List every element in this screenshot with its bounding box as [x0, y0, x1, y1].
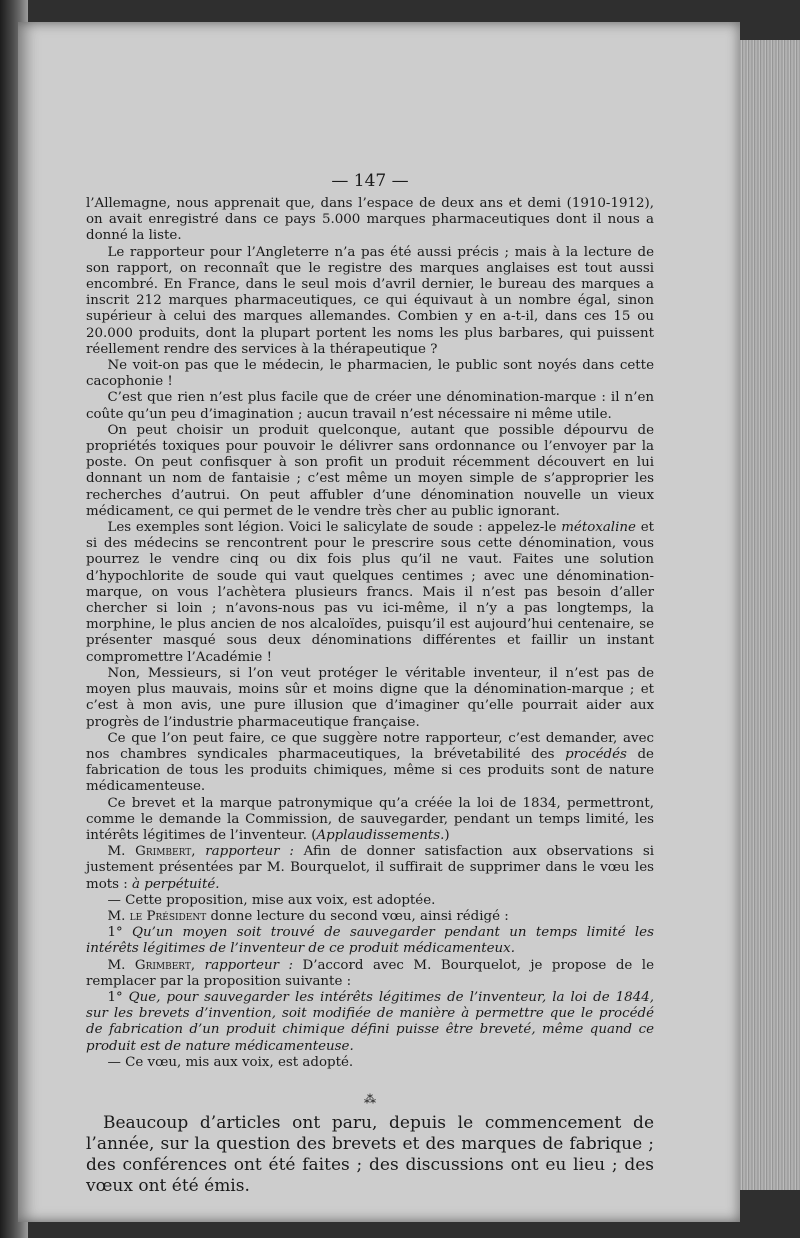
- paragraph-exemples: [86, 520, 654, 666]
- italic-term: procédés: [565, 746, 627, 762]
- voeu-text: Que, pour sauvegarder les intérêts légitimes de l’inventeur, la loi de 1844, sur les brevets d’invention, soit modifiée de manière à permettre que le procédé de fabrication d’un produit chimique défini puisse être breveté, même quand ce produit est de nature médicamenteuse.: [86, 989, 654, 1054]
- voeu-1: [86, 925, 654, 957]
- paragraph: On peut choisir un produit quelconque, autant que possible dépourvu de propriétés toxiques pour pouvoir le délivrer sans ordonnance ou l’envoyer par la poste. On peut confisquer à son profit un produit récemment découvert en lui donnant un nom de fantaisie ; c’est même un moyen simple de s’approprier les recherches d’autrui. On peut affubler d’une dénomination nouvelle un vieux médicament, ce qui permet de le vendre très cher au public ignorant.: [86, 422, 654, 519]
- text-run: Les exemples sont légion. Voici le salicylate de soude : appelez-le: [107, 520, 562, 536]
- paragraph-grimbert-1: [86, 844, 654, 893]
- closing-paragraph: Beaucoup d’articles ont paru, depuis le commencement de l’année, sur la question des brevets et des marques de fabrique ; des conférences ont été faites ; des discussions ont eu lieu ; des vœux ont été émis.: [86, 1112, 654, 1196]
- speaker-name: M. Grimbert,: [107, 844, 196, 860]
- italic-term: métoxaline: [561, 520, 636, 536]
- voeu-number: 1°: [107, 989, 129, 1005]
- text-run: donne lecture du second vœu, ainsi rédigé :: [206, 908, 509, 924]
- text-run: ): [444, 827, 450, 843]
- paragraph-president: [86, 909, 654, 925]
- text-run: et si des médecins se rencontrent pour le prescrire sous cette dénomination, vous pourrez le vendre cinq ou dix fois plus qu’il ne vaut. Faites une solution d’hypochlorite de soude qui vaut quelques centimes ; avec une dénomination-marque, on vous l’achètera plusieurs francs. Mais il n’est pas besoin d’aller chercher si loin ; n’avons-nous pas vu ici-même, il n’y a pas longtemps, la morphine, le plus ancien de nos alcaloïdes, puisqu’il est aujourd’hui centenaire, se présenter masqué sous deux dénominations différentes et faillir un instant compromettre l’Académie !: [86, 520, 654, 665]
- text-run: D’accord avec M. Bourquelot, je propose de le remplacer par la proposition suivante :: [86, 957, 654, 989]
- voeu-2: [86, 990, 654, 1055]
- text-run: Ce que l’on peut faire, ce que suggère notre rapporteur, c’est demander, avec nos chambres syndicales pharmaceutiques, la brévetabilité des: [86, 730, 654, 762]
- text-run: Afin de donner satisfaction aux observations si justement présentées par M. Bourquelot, il suffirait de supprimer dans le vœu les mots :: [86, 844, 654, 892]
- paragraph: Ne voit-on pas que le médecin, le pharmacien, le public sont noyés dans cette cacophonie !: [86, 358, 654, 390]
- voeu-number: 1°: [107, 925, 133, 941]
- page-paper: [18, 22, 740, 1222]
- voeu-text: Qu’un moyen soit trouvé de sauvegarder pendant un temps limité les intérêts légitimes de l’inventeur de ce produit médicamenteux.: [86, 925, 654, 957]
- speaker-name: M. Grimbert,: [107, 957, 196, 973]
- page-edges: [730, 40, 800, 1190]
- paragraph-adopte: — Ce vœu, mis aux voix, est adopté.: [107, 1054, 354, 1070]
- italic-term: à perpétuité.: [132, 876, 220, 892]
- applause-note: Applaudissements.: [316, 827, 445, 843]
- speaker-role: rapporteur :: [204, 957, 293, 973]
- paragraph: Le rapporteur pour l’Angleterre n’a pas été aussi précis ; mais à la lecture de son rapport, on reconnaît que le registre des marques anglaises est tout aussi encombré. En France, dans le seul mois d’avril dernier, le bureau des marques a inscrit 212 marques pharmaceutiques, ce qui équivaut à un nombre égal, sinon supérieur à celui des marques allemandes. Combien y en a-t-il, dans ces 15 ou 20.000 produits, dont la plupart portent les noms les plus barbares, qui puissent réellement rendre des services à la thérapeutique ?: [86, 244, 654, 357]
- paragraph-grimbert-2: [86, 958, 654, 990]
- page-number: — 147 —: [331, 171, 409, 191]
- speaker-role: rapporteur :: [205, 844, 294, 860]
- page-text: [86, 172, 654, 1197]
- asterism-separator: ⁂: [364, 1091, 376, 1106]
- paragraph: l’Allemagne, nous apprenait que, dans l’espace de deux ans et demi (1910-1912), on avait enregistré dans ce pays 5.000 marques pharmaceutiques dont il nous a donné la liste.: [86, 196, 654, 244]
- text-run: de fabrication de tous les produits chimiques, même si ces produits sont de nature médicamenteuse.: [86, 746, 654, 795]
- speaker-name: M. le Président: [107, 908, 207, 924]
- paragraph: C’est que rien n’est plus facile que de créer une dénomination-marque : il n’en coûte qu’un peu d’imagination ; aucun travail n’est nécessaire ni même utile.: [86, 390, 654, 422]
- paragraph-brevet: [86, 796, 654, 845]
- paragraph-ce-que: [86, 731, 654, 796]
- paragraph-adoptee: — Cette proposition, mise aux voix, est adoptée.: [107, 892, 436, 908]
- text-run: Ce brevet et la marque patronymique qu’a créée la loi de 1834, permettront, comme le demande la Commission, de sauvegarder, pendant un temps limité, les intérêts légitimes de l’inventeur. (: [86, 795, 654, 843]
- paragraph-non-messieurs: Non, Messieurs, si l’on veut protéger le véritable inventeur, il n’est pas de moyen plus mauvais, moins sûr et moins digne que la dénomination-marque ; et c’est à mon avis, une pure illusion que d’imaginer qu’elle pourrait aider aux progrès de l’industrie pharmaceutique française.: [86, 665, 654, 730]
